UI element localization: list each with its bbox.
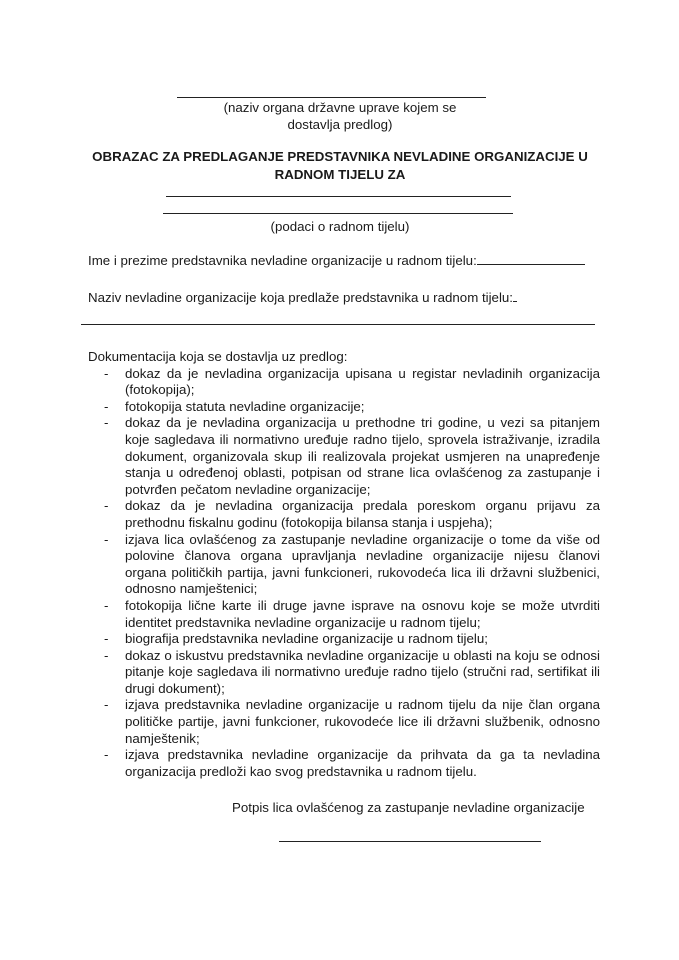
recipient-caption-line1: (naziv organa državne uprave kojem se bbox=[223, 100, 457, 115]
dash-bullet-icon: - bbox=[104, 498, 109, 514]
documentation-item: - fotokopija statuta nevladine organizacije; bbox=[104, 398, 365, 414]
organization-name-label: Naziv nevladine organizacije koja predlaže predstavnika u radnom tijelu: bbox=[88, 290, 514, 305]
documentation-item: - izjava predstavnika nevladine organizacije da prihvata da ga ta nevladina organizacija predloži kao svog predstavnika u radnom tijelu. bbox=[104, 747, 600, 779]
recipient-caption-line2: dostavlja predlog) bbox=[287, 117, 393, 132]
dash-bullet-icon: - bbox=[104, 647, 109, 663]
dash-bullet-icon: - bbox=[104, 415, 109, 431]
documentation-item: - izjava lica ovlašćenog za zastupanje nevladine organizacije o tome da više od polovine članova organa upravljanja nevladine organizacije nijesu članovi organa političkih partija, javni funkcioneri, rukovodeća lica ili državni službenici, odnosno namještenici; bbox=[104, 531, 600, 597]
form-title-line1: OBRAZAC ZA PREDLAGANJE PREDSTAVNIKA NEVLADINE ORGANIZACIJE U bbox=[92, 149, 588, 164]
representative-name-field bbox=[88, 253, 585, 268]
form-title bbox=[60, 148, 620, 184]
dash-bullet-icon: - bbox=[104, 631, 109, 647]
working-body-blank-line-1[interactable] bbox=[166, 196, 511, 197]
documentation-section bbox=[88, 349, 600, 780]
documentation-item: - biografija predstavnika nevladine organizacije u radnom tijelu; bbox=[104, 631, 488, 647]
documentation-list bbox=[88, 366, 600, 781]
working-body-caption: (podaci o radnom tijelu) bbox=[270, 219, 410, 234]
recipient-caption bbox=[150, 99, 530, 133]
representative-name-label: Ime i prezime predstavnika nevladine organizacije u radnom tijelu: bbox=[88, 253, 477, 268]
documentation-heading: Dokumentacija koja se dostavlja uz predlog: bbox=[88, 349, 348, 364]
documentation-item: - dokaz da je nevladina organizacija predala poreskom organu prijavu za prethodnu fiskalnu godinu (fotokopija bilansa stanja i uspjeha); bbox=[104, 498, 600, 530]
signature-line[interactable] bbox=[279, 841, 541, 842]
recipient-blank-line[interactable] bbox=[177, 97, 486, 98]
dash-bullet-icon: - bbox=[104, 597, 109, 613]
dash-bullet-icon: - bbox=[104, 697, 109, 713]
signature-label: Potpis lica ovlašćenog za zastupanje nevladine organizacije bbox=[232, 800, 585, 815]
form-title-line2: RADNOM TIJELU ZA bbox=[274, 167, 406, 182]
dash-bullet-icon: - bbox=[104, 531, 109, 547]
documentation-item: - dokaz o iskustvu predstavnika nevladine organizacije u oblasti na koju se odnosi pitanje koje sagledava ili normativno uređuje radno tijelo (stručni rad, sertifikat ili drugi dokument); bbox=[104, 647, 600, 696]
documentation-item: - dokaz da je nevladina organizacija upisana u registar nevladinih organizacija (fotokopija); bbox=[104, 365, 600, 398]
working-body-blank-line-2[interactable] bbox=[163, 213, 513, 214]
dash-bullet-icon: - bbox=[104, 365, 109, 381]
documentation-item: - fotokopija lične karte ili druge javne isprave na osnovu koje se može utvrditi identitet predstavnika nevladine organizacije u radnom tijelu; bbox=[104, 597, 600, 630]
organization-name-input-line[interactable] bbox=[81, 324, 595, 325]
organization-name-inline-blank[interactable] bbox=[513, 300, 517, 302]
representative-name-input[interactable] bbox=[477, 263, 585, 265]
documentation-item: - dokaz da je nevladina organizacija u prethodne tri godine, u vezi sa pitanjem koje sagledava ili normativno uređuje radno tijelo, sprovela istraživanje, izradila dokument, organizovala skup ili realizovala projekat usmjeren na unapređenje stanja u određenoj oblasti, potpisan od strane lica ovlašćenog za zastupanje i potvrđen pečatom nevladine organizacije; bbox=[104, 415, 600, 497]
documentation-item: - izjava predstavnika nevladine organizacije u radnom tijelu da nije član organa političke partije, javni funkcioner, rukovodeće lice ili državni službenik, odnosno namještenik; bbox=[104, 697, 600, 746]
dash-bullet-icon: - bbox=[104, 398, 109, 414]
dash-bullet-icon: - bbox=[104, 747, 109, 763]
organization-name-field bbox=[88, 290, 517, 305]
